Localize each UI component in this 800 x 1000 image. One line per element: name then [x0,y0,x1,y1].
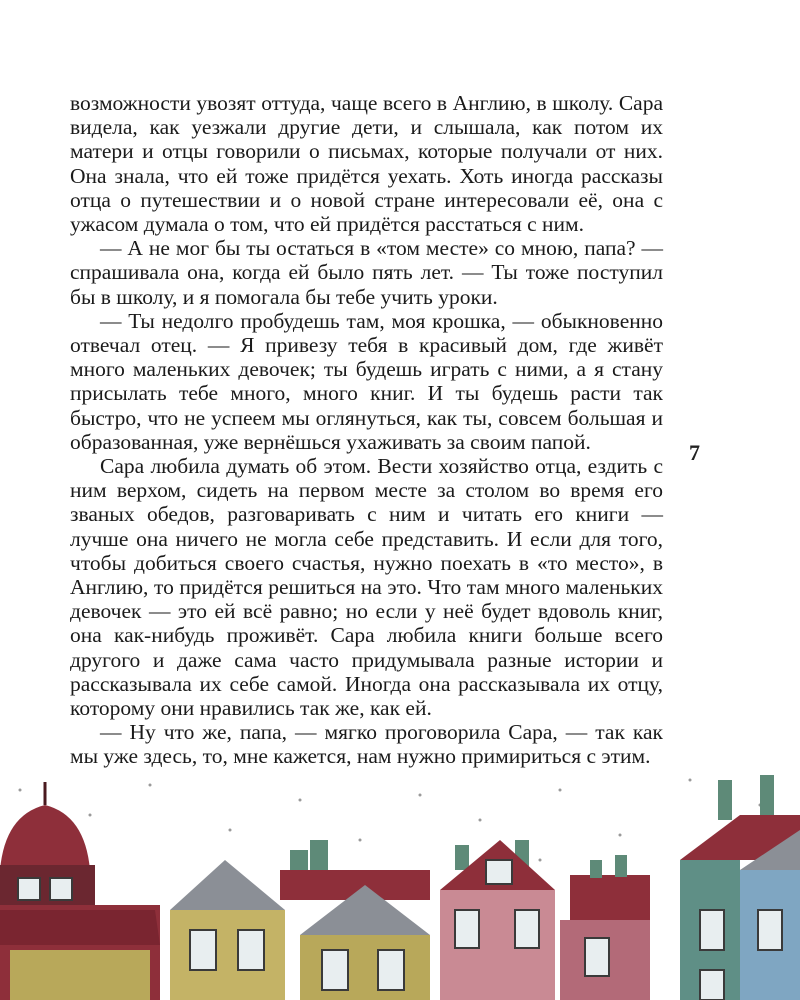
house-left-tower [0,782,160,1000]
house-yellow-middle [280,840,430,1000]
house-pink [440,840,650,1000]
body-text [70,91,663,769]
paragraph-3: — Ты недолго пробудешь там, моя крошка, — обыкновенно отвечал отец. — Я привезу тебя в красивый дом, где живёт много маленьких девочек; ты будешь играть с ними, а я стану присылать тебе много, много книг. И ты будешь расти так быстро, что не успеем мы оглянуться, как ты, совсем большая и образованная, уже вернёшься ухаживать за своим папой. [70,308,663,454]
paragraph-2: — А не мог бы ты остаться в «том месте» со мною, папа? — спрашивала она, когда ей было пять лет. — Ты тоже поступил бы в школу, и я помогала бы тебе учить уроки. [70,236,663,309]
house-teal-right [680,775,800,1000]
paragraph-5: — Ну что же, папа, — мягко проговорила Сара, — так как мы уже здесь, то, мне кажется, нам нужно примириться с этим. [70,720,663,769]
paragraph-1: возможности увозят оттуда, чаще всего в Англию, в школу. Сара видела, как уезжали другие дети, и слышала, как потом их матери и отцы говорили о письмах, которые получали от них. Она знала, что ей тоже придётся уехать. Хоть иногда рассказы отца о путешествии и о новой стране интересовали её, она с ужасом думала о том, что ей придётся расстаться с ним. [70,91,663,237]
paragraph-4: Сара любила думать об этом. Вести хозяйство отца, ездить с ним верхом, сидеть на первом месте за столом во время его званых обедов, разговаривать с ним и читать его книги — лучше она ничего не могла себе представить. И если для того, чтобы добиться своего счастья, нужно поехать в «то место», в Англию, то придётся решиться на это. Что там много маленьких девочек — это ей всё равно; но если у неё будет вдоволь книг, она как-нибудь проживёт. Сара любила книги больше всего другого и даже сама часто придумывала разные истории и рассказывала их себе самой. Иногда она рассказывала их отцу, которому они нравились так же, как ей. [70,454,663,721]
page-number: 7 [689,440,700,465]
house-yellow-left [170,860,285,1000]
snow-dots [19,779,762,862]
town-illustration [0,760,800,1000]
